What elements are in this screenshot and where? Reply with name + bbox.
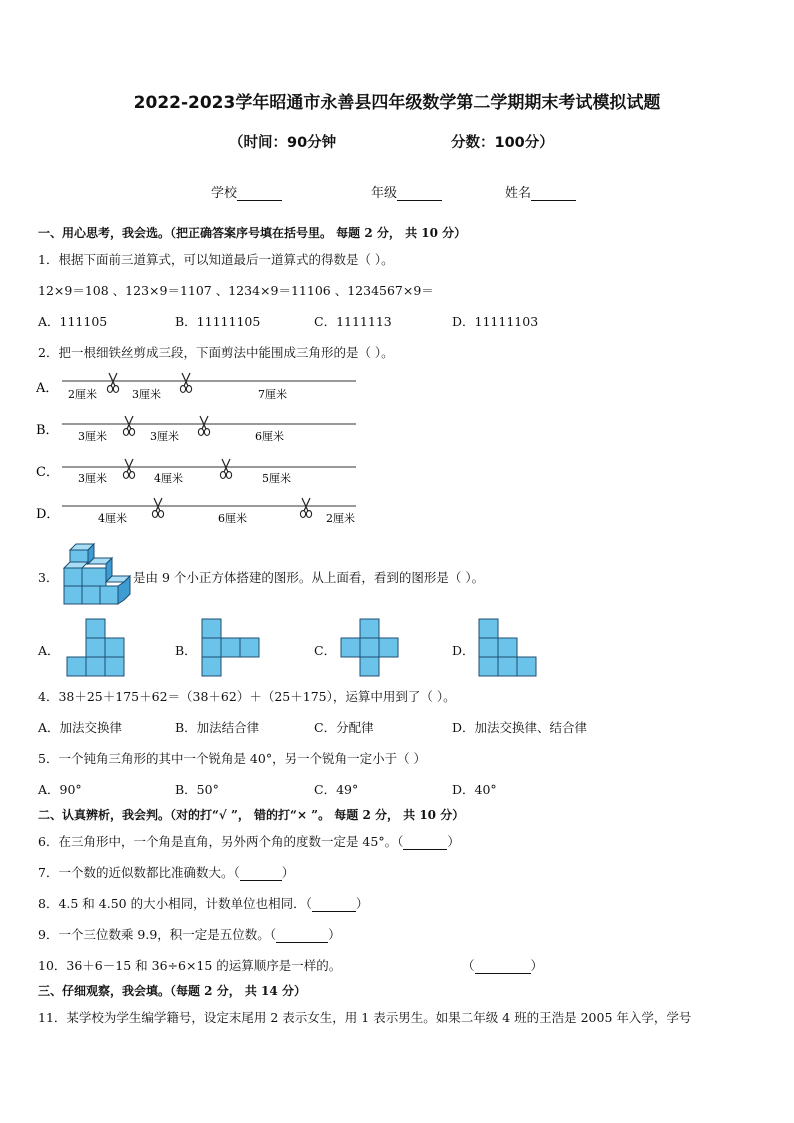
q9: 9．一个三位数乘 9.9，积一定是五位数。（ ） <box>38 927 341 942</box>
q8-answer-blank[interactable] <box>312 899 356 912</box>
q4-text: 4．38＋25＋175＋62＝（38＋62）＋（25＋175），运算中用到了（ ）。 <box>38 689 456 704</box>
school-blank[interactable] <box>237 187 282 201</box>
q4-option-a[interactable]: A．加法交换律 <box>38 720 123 735</box>
q8: 8．4.5 和 4.50 的大小相同，计数单位也相同．（ ） <box>38 896 369 911</box>
name-field <box>505 182 576 201</box>
school-label: 学校 <box>211 186 238 201</box>
q3-text: 是由 9 个小正方体搭建的图形。从上面看，看到的图形是（ ）。 <box>133 570 485 585</box>
q2-d-seg3: 2厘米 <box>326 512 355 525</box>
q7-answer-blank[interactable] <box>240 868 282 881</box>
scissors-icon <box>198 416 209 435</box>
q10-answer: （ ） <box>462 958 544 973</box>
q2-a-seg1: 2厘米 <box>68 388 97 401</box>
section3-heading: 三、仔细观察，我会填。（每题 2 分， 共 14 分） <box>38 984 306 998</box>
q5-option-b[interactable]: B．50° <box>175 782 219 797</box>
q5-option-a[interactable]: A．90° <box>38 782 82 797</box>
grade-field <box>371 182 442 201</box>
q2-option-c-letter: C． <box>36 465 59 480</box>
scissors-icon <box>152 498 163 517</box>
q3-option-a-shape[interactable] <box>66 618 126 678</box>
q3-cube-figure <box>62 542 132 608</box>
q5-text: 5．一个钝角三角形的其中一个锐角是 40°，另一个锐角一定小于（ ） <box>38 751 427 766</box>
grade-blank[interactable] <box>397 187 442 201</box>
section2-heading: 二、认真辨析，我会判。（对的打“√ ”， 错的打“× ”。 每题 2 分， 共 10 分） <box>38 808 465 822</box>
q7: 7．一个数的近似数都比准确数大。（ ） <box>38 865 295 880</box>
q5-option-d[interactable]: D．40° <box>452 782 497 797</box>
q2-c-seg2: 4厘米 <box>154 472 183 485</box>
q2-b-seg2: 3厘米 <box>150 430 179 443</box>
name-label: 姓名 <box>505 186 532 201</box>
section1-heading: 一、用心思考，我会选。（把正确答案序号填在括号里。 每题 2 分， 共 10 分） <box>38 226 467 240</box>
q3-option-c-shape[interactable] <box>340 618 400 678</box>
q10-text: 10．36＋6－15 和 36÷6×15 的运算顺序是一样的。 <box>38 958 342 973</box>
q3-option-d[interactable]: D． <box>452 643 475 658</box>
q2-b-seg1: 3厘米 <box>78 430 107 443</box>
q10-answer-blank[interactable] <box>475 961 531 974</box>
q2-c-seg1: 3厘米 <box>78 472 107 485</box>
q2-option-b-letter: B． <box>36 423 59 438</box>
q3-number: 3． <box>38 570 59 585</box>
scissors-icon <box>180 373 191 392</box>
q2-a-seg3: 7厘米 <box>258 388 287 401</box>
q3-option-c[interactable]: C． <box>314 643 337 658</box>
q2-option-a-letter: A． <box>36 381 59 396</box>
q2-option-d[interactable] <box>36 498 356 525</box>
name-blank[interactable] <box>531 187 576 201</box>
scissors-icon <box>123 459 134 478</box>
q11-text: 11．某学校为学生编学籍号，设定末尾用 2 表示女生，用 1 表示男生。如果二年级 4 班的王浩是 2005 年入学，学号 <box>38 1010 692 1025</box>
page-title: 2022-2023学年昭通市永善县四年级数学第二学期期末考试模拟试题 <box>133 93 661 113</box>
q1-option-b[interactable]: B．11111105 <box>175 314 261 329</box>
q1-option-d[interactable]: D．11111103 <box>452 314 539 329</box>
q1-expression: 12×9＝108 、123×9＝1107 、1234×9＝11106 、1234567×9＝ <box>38 283 434 298</box>
school-field <box>211 182 282 201</box>
q1-option-c[interactable]: C．1111113 <box>314 314 392 329</box>
q1-text: 1．根据下面前三道算式，可以知道最后一道算式的得数是（ ）。 <box>38 252 394 267</box>
q2-option-a[interactable] <box>36 373 356 401</box>
q2-d-seg1: 4厘米 <box>98 512 127 525</box>
q3-option-d-shape[interactable] <box>478 618 538 678</box>
q4-option-b[interactable]: B．加法结合律 <box>175 720 260 735</box>
scissors-icon <box>220 459 231 478</box>
q2-d-seg2: 6厘米 <box>218 512 247 525</box>
q2-c-seg3: 5厘米 <box>262 472 291 485</box>
scissors-icon <box>107 373 118 392</box>
q7-text: 7．一个数的近似数都比准确数大。 <box>38 865 234 880</box>
q4-option-c[interactable]: C．分配律 <box>314 720 374 735</box>
q6-text: 6．在三角形中，一个角是直角，另外两个角的度数一定是 45°。 <box>38 834 398 849</box>
q4-option-d[interactable]: D．加法交换律、结合律 <box>452 720 588 735</box>
q9-answer-blank[interactable] <box>276 930 328 943</box>
q3-option-b[interactable]: B． <box>175 643 197 658</box>
scissors-icon <box>300 498 311 517</box>
q8-text: 8．4.5 和 4.50 的大小相同，计数单位也相同． <box>38 896 306 911</box>
scissors-icon <box>123 416 134 435</box>
exam-score: 分数：100分） <box>451 135 554 151</box>
q2-option-b[interactable] <box>36 416 356 443</box>
q3-option-b-shape[interactable] <box>201 618 261 678</box>
q5-option-c[interactable]: C．49° <box>314 782 359 797</box>
q2-option-d-letter: D． <box>36 507 60 522</box>
q3-option-a[interactable]: A． <box>38 643 60 658</box>
q9-text: 9．一个三位数乘 9.9，积一定是五位数。 <box>38 927 270 942</box>
q2-a-seg2: 3厘米 <box>132 388 161 401</box>
q2-wire-diagrams <box>36 370 366 530</box>
q1-option-a[interactable]: A．111105 <box>38 314 108 329</box>
q6: 6．在三角形中，一个角是直角，另外两个角的度数一定是 45°。（ ） <box>38 834 460 849</box>
q2-option-c[interactable] <box>36 459 356 485</box>
q2-text: 2．把一根细铁丝剪成三段，下面剪法中能围成三角形的是（ ）。 <box>38 345 394 360</box>
q6-answer-blank[interactable] <box>403 837 447 850</box>
grade-label: 年级 <box>371 186 398 201</box>
exam-time: （时间：90分钟 <box>229 135 337 151</box>
q2-b-seg3: 6厘米 <box>255 430 284 443</box>
